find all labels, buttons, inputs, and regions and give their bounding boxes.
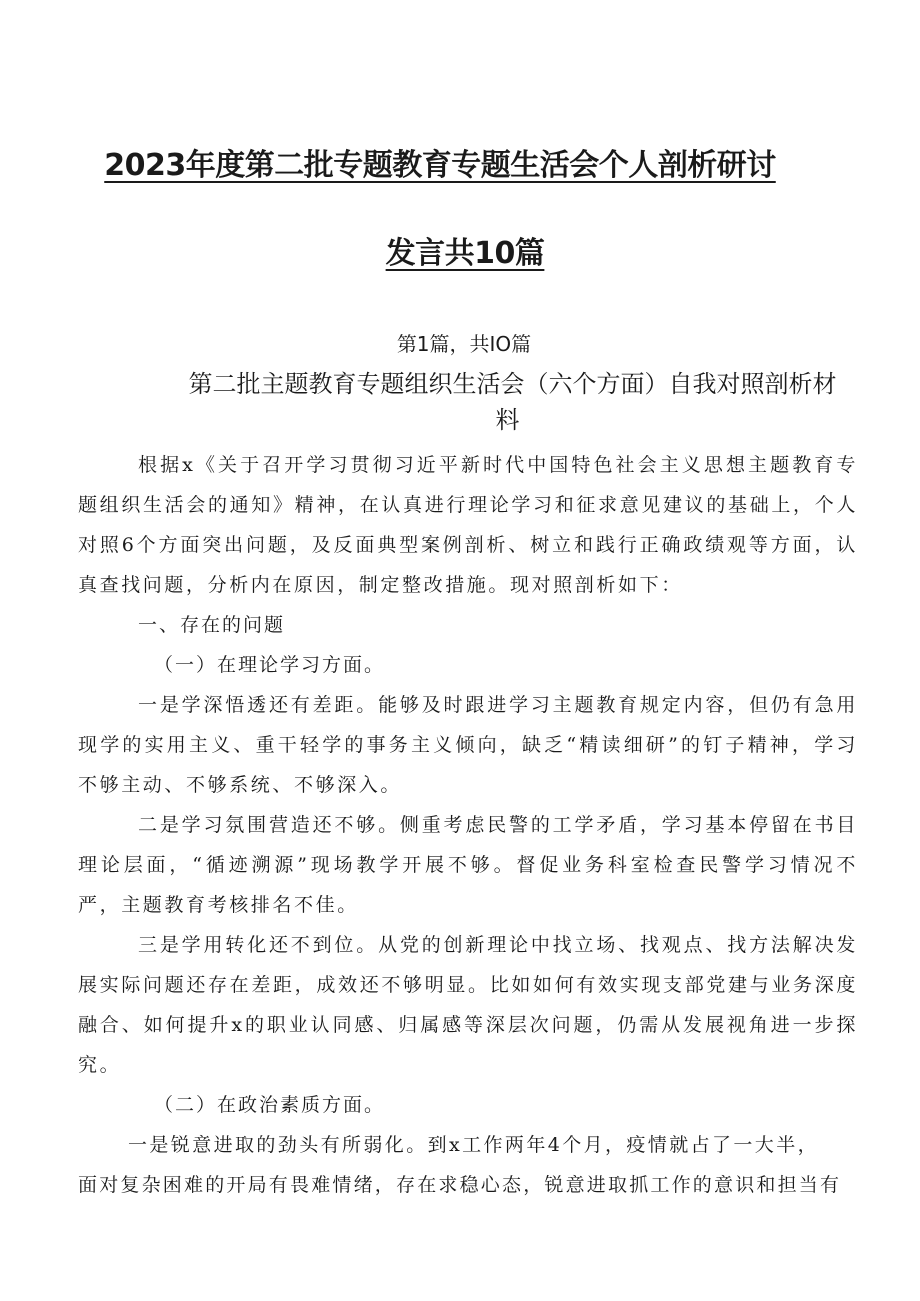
document-body	[78, 445, 858, 1205]
section-title	[120, 366, 880, 438]
section-title-line-1: 第二批主题教育专题组织生活会（六个方面）自我对照剖析材	[188, 370, 837, 398]
paragraph-point-1: 一是学深悟透还有差距。能够及时跟进学习主题教育规定内容，但仍有急用现学的实用主义、重干轻学的事务主义倾向，缺乏“精读细研”的钉子精神，学习不够主动、不够系统、不够深入。	[78, 694, 858, 796]
subheading-theory-study: （一）在理论学习方面。	[154, 654, 386, 676]
document-title-line-1: 2023年度第二批专题教育专题生活会个人剖析研讨	[104, 148, 776, 183]
paragraph-point-2: 二是学习氛围营造还不够。侧重考虑民警的工学矛盾，学习基本停留在书目理论层面，“循迹溯源”现场教学开展不够。督促业务科室检查民警学习情况不严，主题教育考核排名不佳。	[78, 814, 858, 916]
subheading-political-quality: （二）在政治素质方面。	[154, 1094, 386, 1116]
paragraph-point-4-line-2: 面对复杂困难的开局有畏难情绪，存在求稳心态，锐意进取抓工作的意识和担当有	[78, 1174, 842, 1196]
paragraph-point-4-line-1: 一是锐意进取的劲头有所弱化。到x工作两年4个月，疫情就占了一大半，	[128, 1134, 820, 1156]
part-label: 第1篇，共IO篇	[396, 332, 532, 356]
paragraph-point-3: 三是学用转化还不到位。从党的创新理论中找立场、找观点、找方法解决发展实际问题还存在差距，成效还不够明显。比如如何有效实现支部党建与业务深度融合、如何提升x的职业认同感、归属感等深层次问题，仍需从发展视角进一步探究。	[78, 934, 858, 1076]
heading-existing-problems: 一、存在的问题	[138, 614, 286, 636]
section-title-line-2: 料	[495, 406, 520, 434]
document-title-line-2: 发言共10篇	[385, 236, 545, 271]
intro-paragraph: 根据x《关于召开学习贯彻习近平新时代中国特色社会主义思想主题教育专题组织生活会的通知》精神，在认真进行理论学习和征求意见建议的基础上，个人对照6个方面突出问题，及反面典型案例剖析、树立和践行正确政绩观等方面，认真查找问题，分析内在原因，制定整改措施。现对照剖析如下：	[78, 454, 858, 596]
